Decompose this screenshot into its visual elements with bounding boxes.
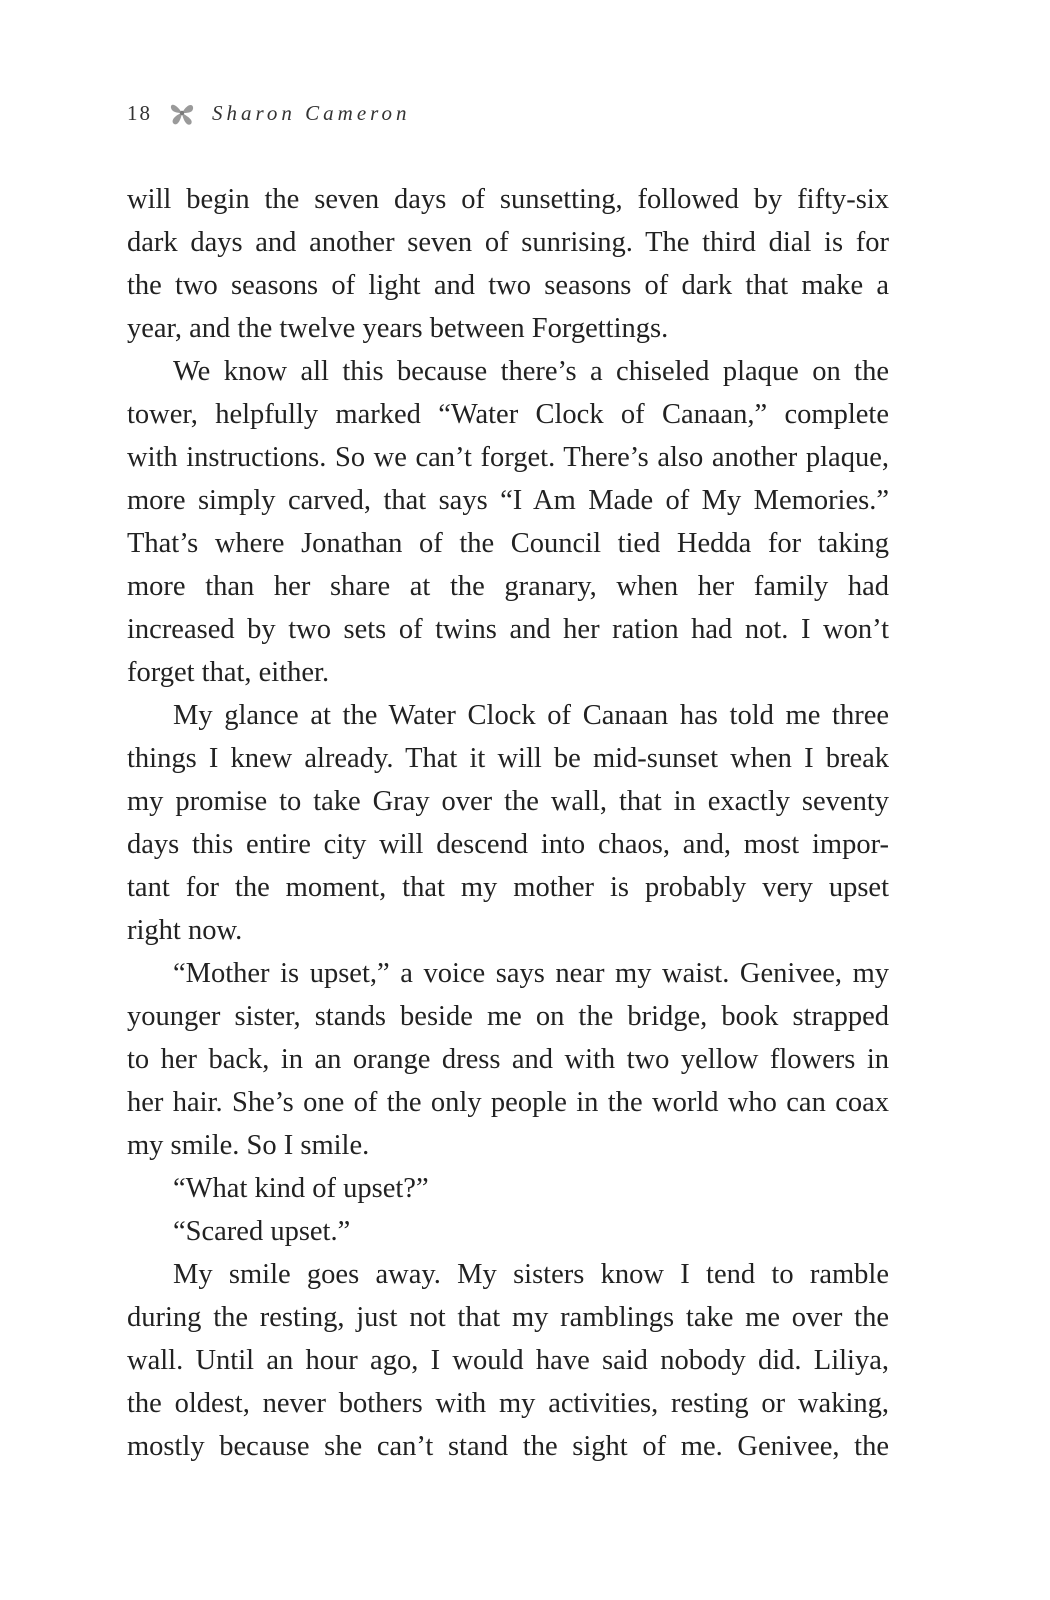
text-line: “What kind of upset?” <box>173 1173 429 1204</box>
text-line: things I knew already. That it will be mid-sunset when I break <box>127 743 889 774</box>
text-line: My smile goes away. My sisters know I tend to ramble <box>173 1259 889 1290</box>
text-line: “Mother is upset,” a voice says near my waist. Genivee, my <box>173 958 889 989</box>
text-line: the two seasons of light and two seasons of dark that make a <box>127 270 889 301</box>
text-line: will begin the seven days of sunsetting, followed by fifty-six <box>127 184 889 215</box>
page-number: 18 <box>127 100 152 125</box>
text-line: my smile. So I smile. <box>127 1130 370 1161</box>
text-line: days this entire city will descend into chaos, and, most impor- <box>127 829 889 860</box>
text-line: We know all this because there’s a chiseled plaque on the <box>173 356 889 387</box>
text-line: with instructions. So we can’t forget. There’s also another plaque, <box>127 442 889 473</box>
text-line: during the resting, just not that my ramblings take me over the <box>127 1302 889 1333</box>
text-line: younger sister, stands beside me on the bridge, book strapped <box>127 1001 889 1032</box>
flower-ornament-icon <box>166 99 198 127</box>
text-line: tower, helpfully marked “Water Clock of Canaan,” complete <box>127 399 889 430</box>
text-line: wall. Until an hour ago, I would have said nobody did. Liliya, <box>127 1345 889 1376</box>
text-line: the oldest, never bothers with my activities, resting or waking, <box>127 1388 889 1419</box>
running-header <box>127 98 411 128</box>
page-body-text <box>127 178 889 1468</box>
text-line: dark days and another seven of sunrising. The third dial is for <box>127 227 889 258</box>
text-line: That’s where Jonathan of the Council tied Hedda for taking <box>127 528 889 559</box>
text-line: my promise to take Gray over the wall, that in exactly seventy <box>127 786 889 817</box>
text-line: “Scared upset.” <box>173 1216 351 1247</box>
text-line: forget that, either. <box>127 657 330 688</box>
text-line: her hair. She’s one of the only people in the world who can coax <box>127 1087 889 1118</box>
author-name: Sharon Cameron <box>212 100 411 125</box>
text-line: more than her share at the granary, when her family had <box>127 571 889 602</box>
text-line: increased by two sets of twins and her ration had not. I won’t <box>127 614 889 645</box>
text-line: more simply carved, that says “I Am Made of My Memories.” <box>127 485 889 516</box>
text-line: My glance at the Water Clock of Canaan has told me three <box>173 700 889 731</box>
text-line: right now. <box>127 915 243 946</box>
text-line: to her back, in an orange dress and with two yellow flowers in <box>127 1044 889 1075</box>
text-line: mostly because she can’t stand the sight of me. Genivee, the <box>127 1431 889 1462</box>
text-line: tant for the moment, that my mother is probably very upset <box>127 872 889 903</box>
text-line: year, and the twelve years between Forgettings. <box>127 313 669 344</box>
